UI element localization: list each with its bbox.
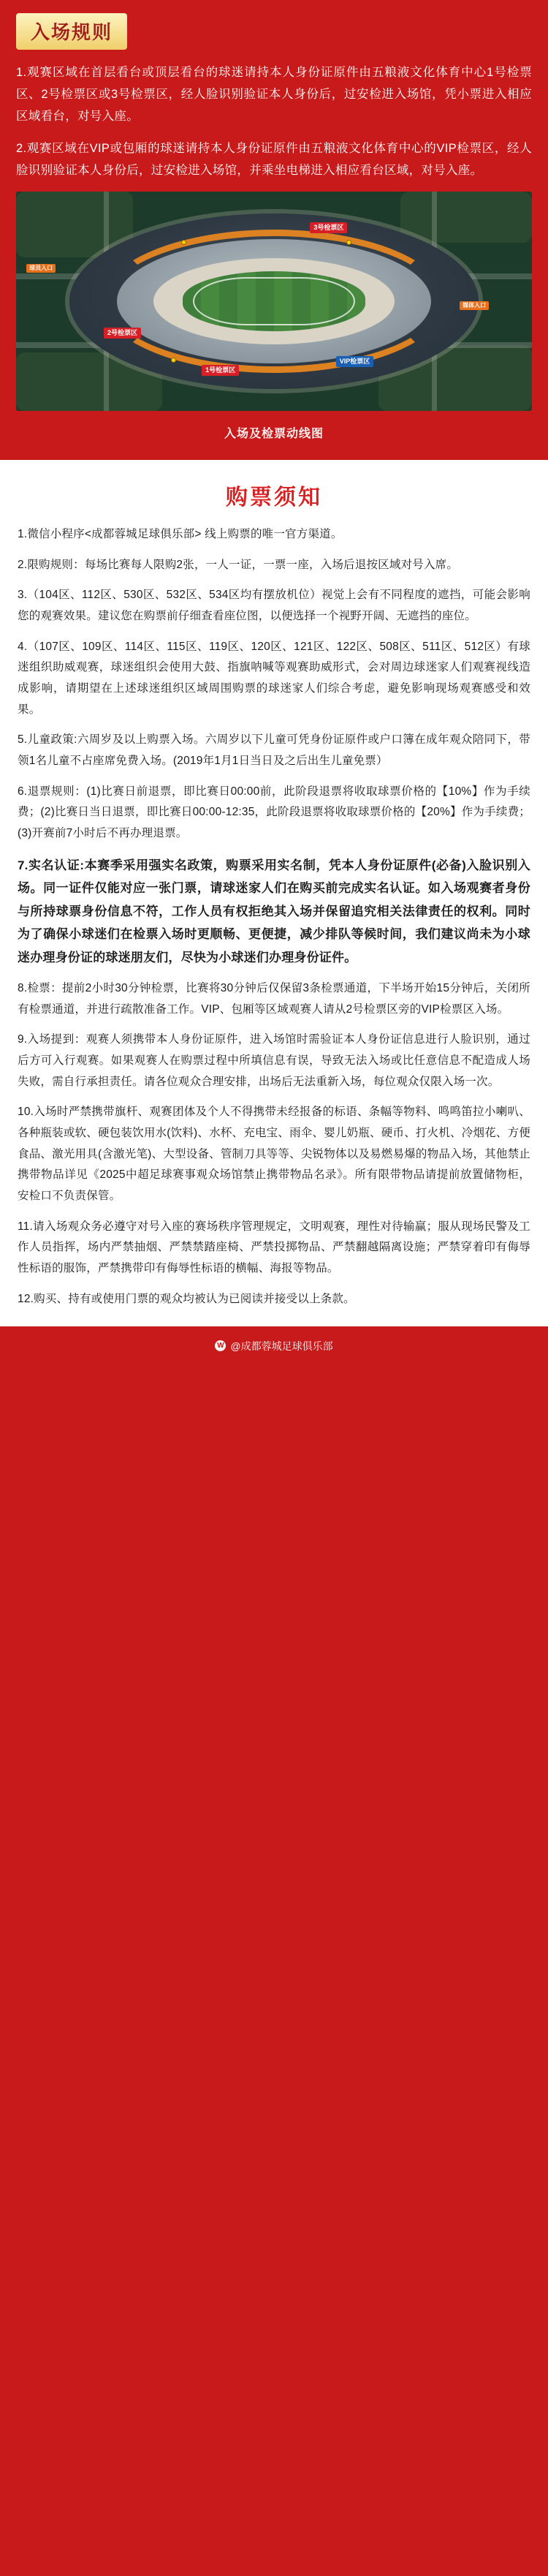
map-green-area <box>400 192 532 243</box>
notice-item-11: 11.请入场观众务必遵守对号入座的赛场秩序管理规定，文明观赛，理性对待输赢；服从现场民警及工作人员指挥，场内严禁抽烟、严禁禁踏座椅、严禁投掷物品、严禁翻越隔离设施；严禁穿着印有侮辱性标语的服饰，严禁携带印有侮辱性标语的横幅、海报等物品。 <box>18 1220 530 1275</box>
notice-item-8: 8.检票：提前2小时30分钟检票，比赛将30分钟后仅保留3条检票通道，下半场开始15分钟后，关闭所有检票通道，并进行疏散准备工作。VIP、包厢等区域观赛人请从2号检票区旁的VIP检票区入场。 <box>18 982 530 1016</box>
notice-item-1: 1.微信小程序<成都蓉城足球俱乐部> 线上购票的唯一官方渠道。 <box>18 528 343 541</box>
gate-marker <box>171 358 176 363</box>
notice-item-7: 7.实名认证:本赛季采用强实名政策，购票采用实名制，凭本人身份证原件(必备)入脸识别入场。同一证件仅能对应一张门票，请球迷家人们在购买前完成实名认证。如入场观赛者身份与所持球票身份信息不符，工作人员有权拒绝其入场并保留追究相关法律责任的权利。同时为了确保小球迷们在检票入场时更顺畅、更便捷，减少排队等候时间，我们建议尚未为小球迷办理身份证的球迷朋友们，尽快为小球迷们办理身份证件。 <box>18 858 530 964</box>
map-label-gate-1: 1号检票区 <box>202 365 239 376</box>
gate-marker <box>181 240 186 245</box>
notice-item-10: 10.入场时严禁携带旗杆、观赛团体及个人不得携带未经报备的标语、条幅等物料、鸣鸣笛拉小喇叭、各种瓶装或软、硬包装饮用水(饮料)、水杯、充电宝、雨伞、婴儿奶瓶、硬币、打火机、冷烟花、方便食品、激光用具(含激光笔)、大型设备、管制刀具等等、尖锐物体以及易燃易爆的物品入场，其他禁止携带物品详见《2025中超足球赛事观众场馆禁止携带物品名录》。所有限带物品请提前放置储物柜，安检口不负责保管。 <box>18 1106 530 1203</box>
ticket-notice-title: 购票须知 <box>226 486 322 510</box>
gate-marker <box>346 240 351 245</box>
map-label-gate-3: 3号检票区 <box>310 222 347 233</box>
entry-rule-paragraph-2: 2.观赛区域在VIP或包厢的球迷请持本人身份证原件由五粮液文化体育中心的VIP检票区，经人脸识别验证本人身份后，过安检进入场馆，并乘坐电梯进入相应看台区域，对号入座。 <box>16 142 532 178</box>
footer-credit <box>215 1339 332 1353</box>
footer <box>0 1326 548 1367</box>
entry-rule-paragraph-1: 1.观赛区域在首层看台或顶层看台的球迷请持本人身份证原件由五粮液文化体育中心1号检票区、2号检票区或3号检票区，经人脸识别验证本人身份后，过安检进入场馆，凭小票进入相应区域看台，对号入座。 <box>16 66 532 124</box>
entry-rules-title: 入场规则 <box>16 13 127 50</box>
notice-item-3: 3.（104区、112区、530区、532区、534区均有摆放机位）视觉上会有不同程度的遮挡，可能会影响您的观赛效果。建议您在购票前仔细查看座位图，以便选择一个视野开阔、无遮挡的座位。 <box>18 589 530 623</box>
pitch-lines <box>193 277 355 325</box>
map-label-player-entrance: 球员入口 <box>26 264 56 273</box>
map-label-media-entrance: 媒体入口 <box>460 301 489 310</box>
footer-credit-text: @成都蓉城足球俱乐部 <box>230 1340 333 1352</box>
stadium-inner-bowl <box>153 258 395 344</box>
pitch <box>183 271 365 331</box>
map-label-vip-gate: VIP检票区 <box>336 356 374 367</box>
notice-item-5: 5.儿童政策:六周岁及以上购票入场。六周岁以下儿童可凭身份证原件或户口簿在成年观众陪同下，带领1名儿童不占座席免费入场。(2019年1月1日当日及之后出生儿童免票） <box>18 733 530 768</box>
notice-item-9: 9.入场提到：观赛人须携带本人身份证原件，进入场馆时需验证本人身份证信息进行人脸识别，通过后方可入行观赛。如果观赛人在购票过程中所填信息有误，导致无法入场或比任意信息不配造成人场失败，需自行承担责任。请各位观众合理安排，出场后无法重新入场，每位观众仅限入场一次。 <box>18 1033 530 1088</box>
notice-item-6: 6.退票规则：(1)比赛日前退票，即比赛日00:00前，此阶段退票将收取球票价格的【10%】作为手续费；(2)比赛日当日退票，即比赛日00:00-12:35，此阶段退票将收取球票价格的【20%】作为手续费；(3)开赛前7小时后不再办理退票。 <box>18 785 530 840</box>
weibo-icon: W <box>215 1340 226 1351</box>
ticket-notice-section <box>0 460 548 1326</box>
map-canvas <box>16 192 532 411</box>
entry-rules-section <box>0 0 548 460</box>
stadium-map-image <box>16 192 532 411</box>
notice-item-2: 2.限购规则：每场比赛每人限购2张，一人一证，一票一座，入场后退按区域对号入席。 <box>18 558 459 571</box>
map-caption: 入场及检票动线图 <box>224 428 324 441</box>
map-label-gate-2: 2号检票区 <box>104 328 141 339</box>
notice-item-4: 4.（107区、109区、114区、115区、119区、120区、121区、122区、508区、511区、512区）有球迷组织助威观赛，球迷组织会使用大鼓、指旗呐喊等观赛助威形式，会对周边球迷家人们观赛视线造成影响，请期望在上述球迷组织区域周围购票的球迷家人们综合考虑，避免影响现场观赛感受和效果。 <box>18 640 530 716</box>
notice-item-12: 12.购买、持有或使用门票的观众均被认为已阅读并接受以上条款。 <box>18 1292 355 1305</box>
